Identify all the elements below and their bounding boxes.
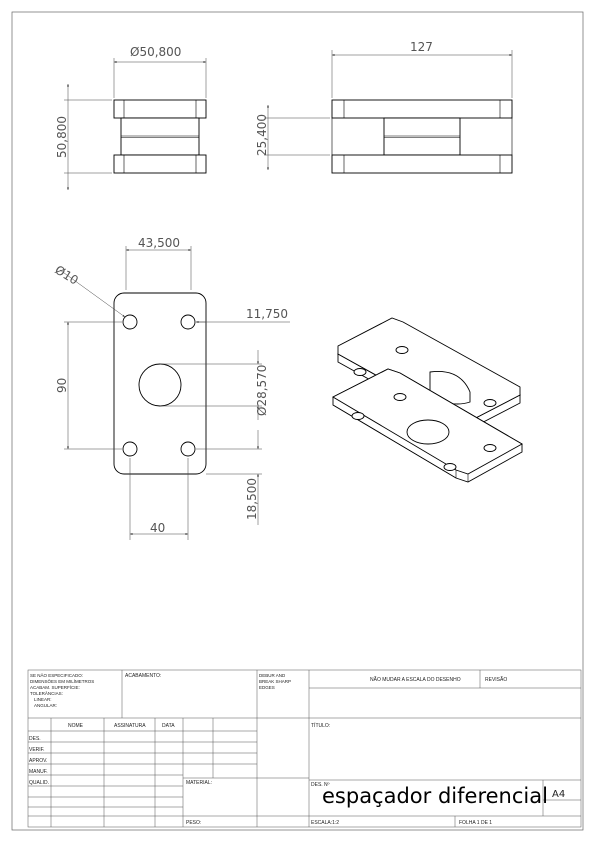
col-date: DATA bbox=[162, 723, 175, 729]
end-view bbox=[55, 45, 206, 190]
drawing-no-label: DES. Nº bbox=[311, 782, 330, 788]
hole-diameter-label: Ø10 bbox=[52, 262, 81, 288]
material-label: MATERIAL: bbox=[186, 780, 213, 786]
row-manuf: MANUF. bbox=[29, 769, 48, 775]
col-signature: ASSINATURA bbox=[114, 723, 146, 729]
unspecified-line-1: SE NÃO ESPECIFICADO: bbox=[30, 673, 84, 678]
hole-spacing-h-label: 40 bbox=[150, 521, 166, 535]
row-qualid: QUALID. bbox=[29, 780, 50, 786]
deburr-line-1: DEBUR AND bbox=[259, 673, 286, 678]
row-aprov: APROV. bbox=[29, 758, 48, 764]
title-block bbox=[28, 670, 581, 827]
unspecified-line-5: LINEAR: bbox=[34, 697, 52, 702]
drawing-title: espaçador diferencial bbox=[322, 784, 548, 808]
hole-spacing-v-label: 90 bbox=[55, 377, 69, 393]
sheet-number: FOLHA 1 DE 1 bbox=[459, 820, 493, 826]
unspecified-line-4: TOLERÂNCIAS: bbox=[30, 691, 63, 696]
side-length-label: 127 bbox=[410, 40, 433, 54]
isometric-view bbox=[333, 318, 522, 482]
side-view bbox=[255, 40, 512, 173]
finish-label: ACABAMENTO: bbox=[125, 673, 162, 679]
bottom-offset-label: 18,500 bbox=[245, 478, 259, 520]
top-diameter-label: Ø50,800 bbox=[130, 45, 182, 59]
sheet-size: A4 bbox=[552, 789, 566, 800]
deburr-line-3: EDGES bbox=[259, 685, 275, 690]
scale-label: ESCALA:1:2 bbox=[311, 820, 340, 826]
unspecified-line-3: ACABAM. SUPERFÍCIE: bbox=[30, 685, 80, 690]
weight-label: PESO: bbox=[186, 820, 202, 826]
row-verif: VERIF. bbox=[29, 747, 45, 753]
side-height-label: 25,400 bbox=[255, 114, 269, 156]
sheet-border bbox=[12, 12, 583, 830]
row-des: DES. bbox=[29, 736, 41, 742]
deburr-line-2: BREAK SHARP bbox=[259, 679, 292, 684]
unspecified-line-2: DIMENSÕES EM MILÍMETROS bbox=[30, 679, 95, 684]
no-scale-note: NÃO MUDAR A ESCALA DO DESENHO bbox=[370, 677, 461, 683]
revision-label: REVISÃO bbox=[485, 677, 508, 683]
unspecified-line-6: ANGULAR: bbox=[34, 703, 58, 708]
title-label: TÍTULO: bbox=[311, 723, 331, 729]
edge-offset-label: 11,750 bbox=[246, 307, 288, 321]
top-height-label: 50,800 bbox=[55, 116, 69, 158]
center-bore-label: Ø28,570 bbox=[255, 364, 269, 416]
front-view bbox=[52, 236, 290, 540]
col-name: NOME bbox=[68, 723, 83, 729]
plate-width-label: 43,500 bbox=[138, 236, 180, 250]
